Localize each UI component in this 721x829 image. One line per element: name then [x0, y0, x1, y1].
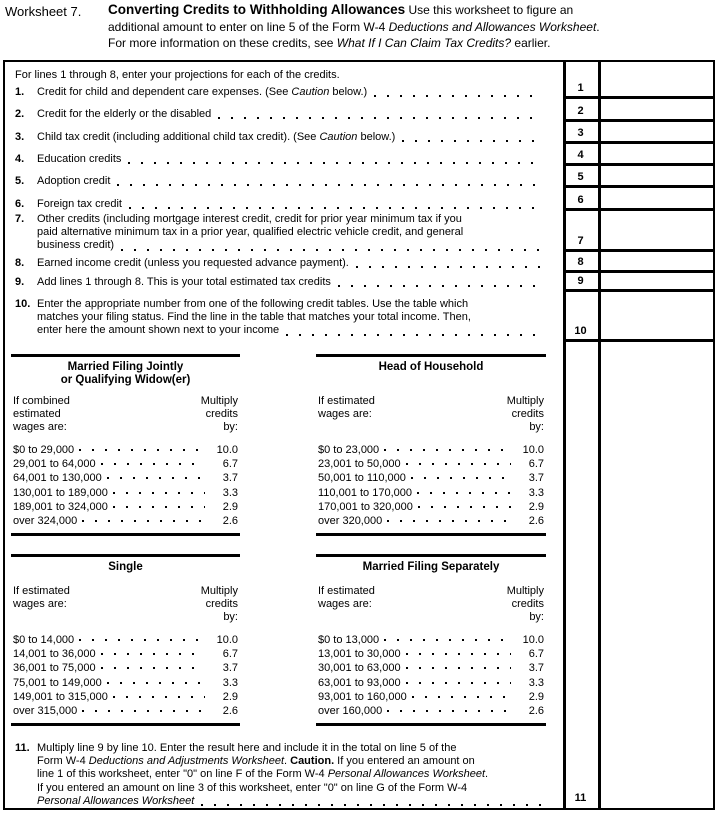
dot-leader — [218, 108, 543, 121]
dot-leader — [338, 276, 543, 289]
item-number: 7. — [15, 213, 25, 225]
worksheet-line-10 — [15, 298, 545, 338]
wage-header-line: If estimated — [318, 395, 375, 407]
worksheet-line-4 — [15, 153, 545, 166]
table-title — [318, 561, 544, 578]
item-number: 6. — [15, 198, 25, 210]
item-text: Add lines 1 through 8. This is your total estimated tax credits — [37, 276, 331, 288]
header-text: earlier. — [511, 36, 551, 50]
item-text: matches your filing status. Find the line in the table that matches your total income. Then, — [37, 311, 471, 324]
entry-box-line-11[interactable] — [601, 342, 713, 806]
dot-leader — [117, 175, 543, 188]
header-line-2 — [108, 19, 714, 36]
multiplier-value: 3.7 — [528, 472, 544, 485]
header-line-1 — [108, 2, 714, 19]
item-text: Credit for child and dependent care expenses. (See Caution below.) — [37, 86, 368, 98]
wage-range: 75,001 to 149,000 — [13, 676, 102, 689]
wage-range: 110,001 to 170,000 — [318, 486, 412, 499]
wage-range: $0 to 29,000 — [13, 444, 75, 456]
wage-range: 50,001 to 110,000 — [318, 472, 406, 485]
multiplier-value: 3.7 — [528, 662, 544, 675]
worksheet-line-5 — [15, 175, 545, 188]
worksheet-line-1 — [15, 86, 545, 99]
item-text: Form W-4 Deductions and Adjustments Worksheet. Caution. If you entered an amount on — [37, 755, 475, 768]
item-text: paid alternative minimum tax in a prior year, qualified electric vehicle credit, and general — [37, 226, 464, 239]
line-number-11: 11 — [574, 792, 587, 804]
multiplier-value: 2.9 — [222, 500, 238, 513]
entry-box-line-7[interactable] — [601, 211, 713, 249]
worksheet-line-6 — [15, 198, 545, 211]
multiplier-header-line: by: — [529, 421, 544, 433]
table-row — [318, 443, 544, 457]
line-number-2: 2 — [577, 105, 584, 117]
item-text: Other credits (including mortgage interest credit, credit for prior year minimum tax if you — [37, 213, 462, 225]
table-rows — [13, 443, 238, 528]
table-row — [318, 514, 544, 528]
item-number: 9. — [15, 276, 25, 288]
table-rows — [13, 633, 238, 718]
wage-range: over 160,000 — [318, 704, 383, 717]
multiplier-value: 3.3 — [222, 486, 238, 499]
multiplier-value: 3.7 — [222, 662, 238, 675]
multiplier-column-header — [201, 395, 238, 435]
wage-range: 130,001 to 189,000 — [13, 486, 108, 499]
entry-box-line-6[interactable] — [601, 188, 713, 208]
header-text: . — [596, 19, 600, 34]
worksheet-number-label: Worksheet 7. — [5, 4, 82, 19]
table-title — [318, 361, 544, 388]
dot-leader — [121, 239, 543, 252]
table-title — [13, 561, 238, 578]
wage-range: over 324,000 — [13, 514, 78, 527]
item-text: Education credits — [37, 153, 122, 165]
table-row — [13, 676, 238, 690]
multiplier-header-line: credits — [511, 598, 544, 610]
line-number-3: 3 — [577, 127, 584, 139]
worksheet-line-7 — [15, 213, 545, 253]
entry-box-line-9[interactable] — [601, 273, 713, 289]
worksheet-title: Converting Credits to Withholding Allowances — [108, 2, 406, 17]
multiplier-value: 10.0 — [522, 444, 544, 456]
entry-box-line-1[interactable] — [601, 62, 713, 96]
line-number-10: 10 — [574, 325, 587, 337]
multiplier-header-line: Multiply — [506, 585, 544, 597]
line-number-9: 9 — [577, 275, 584, 287]
multiplier-value: 6.7 — [222, 458, 238, 471]
item-text: Adoption credit — [37, 175, 111, 187]
header-text: additional amount to enter on line 5 of the Form W-4 — [108, 19, 389, 34]
wage-range: 13,001 to 30,000 — [318, 648, 401, 661]
entry-box-line-4[interactable] — [601, 144, 713, 163]
wage-range: 23,001 to 50,000 — [318, 458, 401, 471]
table-row — [13, 690, 238, 704]
entry-box-line-5[interactable] — [601, 166, 713, 185]
item-number: 2. — [15, 108, 25, 120]
multiplier-value: 10.0 — [216, 634, 238, 646]
intro-line: For lines 1 through 8, enter your projections for each of the credits. — [15, 69, 340, 81]
multiplier-column-header — [201, 585, 238, 625]
table-title-line: or Qualifying Widow(er) — [60, 374, 191, 386]
header-italic-ref: What If I Can Claim Tax Credits? — [336, 36, 512, 50]
multiplier-header-line: by: — [223, 421, 238, 433]
table-row — [13, 443, 238, 457]
line-number-6: 6 — [577, 194, 584, 206]
multiplier-header-line: credits — [511, 408, 544, 420]
wage-header-line: wages are: — [318, 408, 372, 420]
wage-header-line: wages are: — [318, 598, 372, 610]
worksheet-line-2 — [15, 108, 545, 121]
multiplier-value: 2.6 — [528, 704, 544, 717]
table-column-headers — [13, 395, 238, 435]
dot-leader — [374, 86, 543, 99]
multiplier-value: 10.0 — [216, 444, 238, 456]
worksheet-body — [3, 60, 715, 810]
wage-range: 63,001 to 93,000 — [318, 676, 401, 689]
wage-range: $0 to 13,000 — [318, 634, 380, 646]
wage-range: 14,001 to 36,000 — [13, 648, 96, 661]
dot-leader — [286, 324, 543, 337]
multiplier-header-line: Multiply — [506, 395, 544, 407]
worksheet-header-body — [108, 2, 714, 52]
dot-leader — [128, 153, 543, 166]
wage-header-line: If estimated — [318, 585, 375, 597]
multiplier-header-line: Multiply — [200, 585, 238, 597]
table-row — [318, 486, 544, 500]
table-row — [13, 633, 238, 647]
multiplier-value: 6.7 — [528, 648, 544, 661]
worksheet-line-11 — [15, 742, 545, 808]
table-row — [318, 471, 544, 485]
table-row — [318, 661, 544, 675]
multiplier-value: 3.3 — [222, 676, 238, 689]
multiplier-header-line: by: — [529, 611, 544, 623]
table-row — [318, 647, 544, 661]
header-intro-text: Use this worksheet to figure an — [405, 3, 574, 17]
item-number: 1. — [15, 86, 25, 98]
wage-range: 30,001 to 63,000 — [318, 662, 401, 675]
worksheet-line-9 — [15, 276, 545, 289]
multiplier-value: 6.7 — [528, 458, 544, 471]
item-number: 3. — [15, 131, 25, 143]
wage-header-line: estimated — [13, 408, 61, 420]
wage-range: 29,001 to 64,000 — [13, 458, 96, 471]
multiplier-header-line: credits — [205, 598, 238, 610]
table-row — [13, 457, 238, 471]
multiplier-column-header — [507, 585, 544, 625]
multiplier-header-line: by: — [223, 611, 238, 623]
wage-range: $0 to 23,000 — [318, 444, 380, 456]
multiplier-value: 3.7 — [222, 472, 238, 485]
line-number-1: 1 — [577, 82, 584, 94]
line-number-5: 5 — [577, 171, 584, 183]
table-title-line: Head of Household — [378, 361, 484, 373]
item-text: Enter the appropriate number from one of the following credit tables. Use the table which — [37, 298, 469, 310]
item-text: Multiply line 9 by line 10. Enter the result here and include it in the total on line 5 of the — [37, 742, 457, 754]
wage-column-header — [318, 395, 375, 435]
table-title-line: Married Filing Separately — [362, 561, 500, 573]
wage-range: 36,001 to 75,000 — [13, 662, 96, 675]
wage-range: $0 to 14,000 — [13, 634, 75, 646]
multiplier-value: 3.3 — [528, 486, 544, 499]
table-row — [318, 676, 544, 690]
wage-range: over 315,000 — [13, 704, 78, 717]
dot-leader — [201, 795, 543, 808]
table-row — [13, 486, 238, 500]
wage-column-header — [13, 395, 70, 435]
item-text: Child tax credit (including additional child tax credit). (See Caution below.) — [37, 131, 396, 143]
item-number: 11. — [15, 742, 30, 754]
credit-table-head-of-household — [316, 354, 546, 536]
table-row — [318, 457, 544, 471]
item-text: business credit) — [37, 239, 115, 252]
multiplier-value: 2.9 — [528, 690, 544, 703]
credit-table-married-filing-jointly — [11, 354, 240, 536]
table-title-line: Single — [108, 561, 143, 573]
entry-box-line-8[interactable] — [601, 252, 713, 270]
item-number: 5. — [15, 175, 25, 187]
header-italic-ref: Deductions and Allowances Worksheet — [388, 19, 597, 34]
header-text: For more information on these credits, see — [108, 36, 337, 50]
header-line-3 — [108, 35, 714, 52]
wage-header-line: If combined — [13, 395, 70, 407]
item-text: Credit for the elderly or the disabled — [37, 108, 212, 120]
wage-range: 93,001 to 160,000 — [318, 690, 407, 703]
table-row — [318, 690, 544, 704]
wage-header-line: If estimated — [13, 585, 70, 597]
multiplier-value: 2.9 — [528, 500, 544, 513]
item-text: Earned income credit (unless you requested advance payment). — [37, 257, 349, 269]
multiplier-value: 2.9 — [222, 690, 238, 703]
table-row — [13, 647, 238, 661]
dot-leader — [356, 257, 543, 270]
table-column-headers — [13, 585, 238, 625]
credit-table-married-filing-separately — [316, 554, 546, 726]
dot-leader — [402, 131, 543, 144]
multiplier-value: 10.0 — [522, 634, 544, 646]
multiplier-header-line: credits — [205, 408, 238, 420]
entry-box-line-2[interactable] — [601, 99, 713, 119]
wage-header-line: wages are: — [13, 421, 67, 433]
item-number: 4. — [15, 153, 25, 165]
table-title-line: Married Filing Jointly — [67, 361, 184, 373]
table-title — [13, 361, 238, 388]
wage-range: over 320,000 — [318, 514, 383, 527]
dot-leader — [129, 198, 543, 211]
item-number: 8. — [15, 257, 25, 269]
table-rows — [318, 633, 544, 718]
item-text: Foreign tax credit — [37, 198, 122, 210]
table-row — [13, 500, 238, 514]
table-row — [13, 661, 238, 675]
wage-range: 64,001 to 130,000 — [13, 472, 102, 485]
table-row — [13, 704, 238, 718]
entry-box-line-10[interactable] — [601, 292, 713, 339]
item-text: Personal Allowances Worksheet — [37, 794, 195, 807]
multiplier-value: 2.6 — [528, 514, 544, 527]
table-row — [318, 704, 544, 718]
worksheet-line-3 — [15, 131, 545, 144]
credit-table-single — [11, 554, 240, 726]
line-number-8: 8 — [577, 256, 584, 268]
worksheet-header — [5, 2, 714, 52]
line-number-7: 7 — [577, 235, 584, 247]
wage-range: 170,001 to 320,000 — [318, 500, 413, 513]
table-row — [318, 500, 544, 514]
wage-range: 149,001 to 315,000 — [13, 690, 108, 703]
table-row — [318, 633, 544, 647]
multiplier-value: 2.6 — [222, 704, 238, 717]
wage-range: 189,001 to 324,000 — [13, 500, 108, 513]
table-row — [13, 471, 238, 485]
wage-column-header — [318, 585, 375, 625]
multiplier-header-line: Multiply — [200, 395, 238, 407]
worksheet-line-8 — [15, 257, 545, 270]
table-column-headers — [318, 395, 544, 435]
item-text: If you entered an amount on line 3 of this worksheet, enter "0" on line G of the Form W-4 — [37, 781, 468, 794]
multiplier-column-header — [507, 395, 544, 435]
entry-box-line-3[interactable] — [601, 122, 713, 141]
item-text: line 1 of this worksheet, enter "0" on line F of the Form W-4 Personal Allowances Worksheet. — [37, 768, 489, 781]
table-rows — [318, 443, 544, 528]
item-number: 10. — [15, 298, 31, 310]
table-column-headers — [318, 585, 544, 625]
multiplier-value: 2.6 — [222, 514, 238, 527]
multiplier-value: 6.7 — [222, 648, 238, 661]
wage-column-header — [13, 585, 70, 625]
table-row — [13, 514, 238, 528]
item-text: enter here the amount shown next to your income — [37, 324, 280, 337]
multiplier-value: 3.3 — [528, 676, 544, 689]
line-number-4: 4 — [577, 149, 584, 161]
wage-header-line: wages are: — [13, 598, 67, 610]
